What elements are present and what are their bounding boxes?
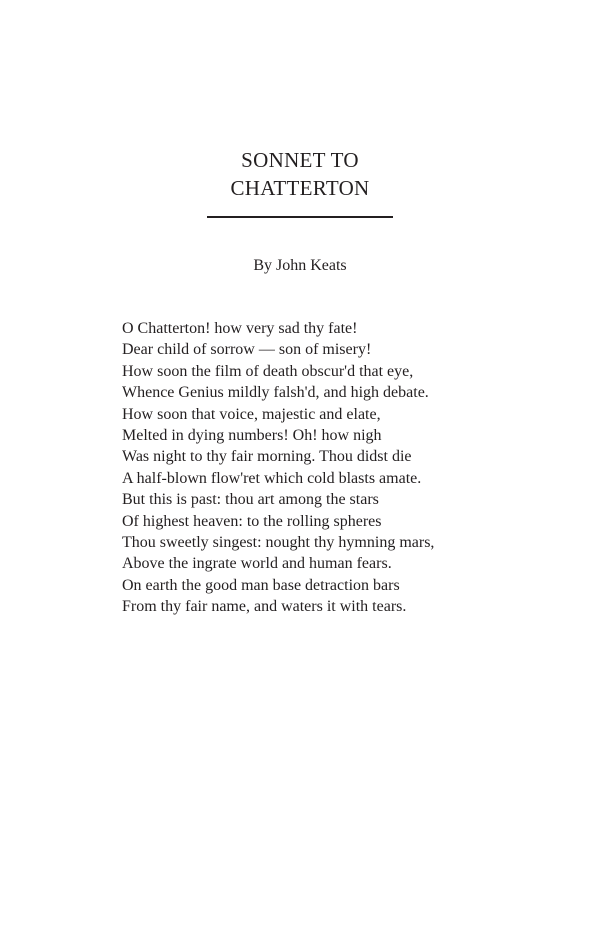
poem-line: Above the ingrate world and human fears. bbox=[122, 555, 392, 573]
poem-line: How soon the film of death obscur'd that eye, bbox=[122, 362, 414, 380]
poem-line: O Chatterton! how very sad thy fate! bbox=[122, 320, 358, 337]
title-line-1: SONNET TO bbox=[241, 148, 359, 172]
title-divider bbox=[207, 216, 393, 218]
poem-line: From thy fair name, and waters it with tears. bbox=[122, 598, 407, 616]
poem-line: Was night to thy fair morning. Thou didst die bbox=[122, 448, 412, 466]
poem-line: Thou sweetly singest: nought thy hymning mars, bbox=[122, 534, 435, 552]
poem-line: On earth the good man base detraction bars bbox=[122, 576, 400, 594]
poem-line: How soon that voice, majestic and elate, bbox=[122, 405, 381, 423]
poem-line: But this is past: thou art among the stars bbox=[122, 491, 379, 509]
poem-body bbox=[122, 318, 522, 618]
title-line-2: CHATTERTON bbox=[230, 176, 370, 200]
page-title bbox=[0, 146, 600, 202]
poem-line: Dear child of sorrow — son of misery! bbox=[122, 341, 372, 359]
poem-line: Of highest heaven: to the rolling spheres bbox=[122, 512, 382, 530]
poem-line: Whence Genius mildly falsh'd, and high debate. bbox=[122, 384, 429, 402]
poem-line: Melted in dying numbers! Oh! how nigh bbox=[122, 427, 382, 445]
author-byline: By John Keats bbox=[253, 257, 347, 274]
poem-line: A half-blown flow'ret which cold blasts amate. bbox=[122, 469, 422, 487]
